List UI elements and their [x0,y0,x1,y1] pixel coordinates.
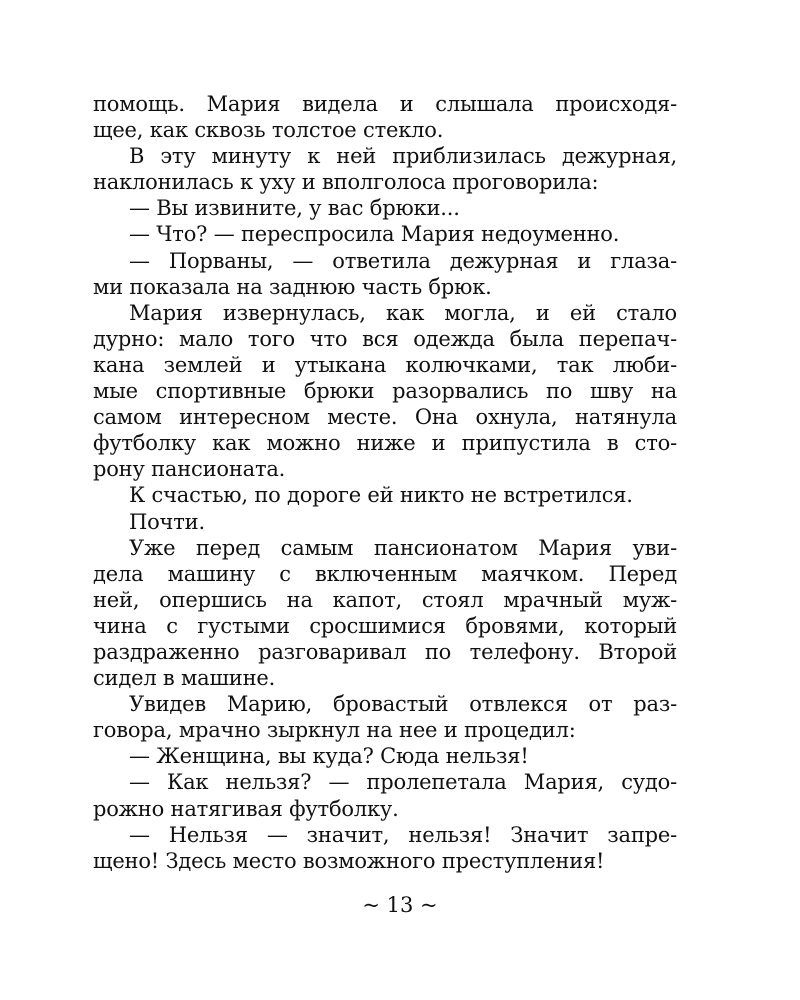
text-line: самом интересном месте. Она охнула, натянула [93,405,677,430]
text-line: дела машину с включенным маячком. Перед [93,561,677,586]
text-line: футболку как можно ниже и припустила в сто- [93,431,677,456]
text-line: наклонилась к уху и вполголоса проговорила: [93,170,599,195]
text-line: Мария извернулась, как могла, и ей стало [129,300,677,325]
text-line: чина с густыми сросшимися бровями, который [93,613,677,638]
text-line: К счастью, по дороге ей никто не встретился. [129,483,633,508]
text-line: ми показала на заднюю часть брюк. [93,274,492,299]
text-line: — Как нельзя? — пролепетала Мария, судо- [129,770,677,795]
text-line: рону пансионата. [93,457,286,482]
text-line: сидел в машине. [93,666,276,691]
text-line: ней, опершись на капот, стоял мрачный муж- [93,587,677,612]
text-line: Уже перед самым пансионатом Мария уви- [129,535,677,560]
text-line: дурно: мало того что вся одежда была перепач- [93,326,677,351]
text-line: Почти. [129,509,205,534]
text-line: щено! Здесь место возможного преступления! [93,848,605,873]
text-line: помощь. Мария видела и слышала происходя- [93,92,677,116]
text-line: кана землей и утыкана колючками, так люби- [93,352,677,377]
text-line: В эту минуту к ней приблизилась дежурная, [129,144,677,169]
text-line: — Что? — переспросила Мария недоуменно. [129,222,620,247]
body-text [93,91,677,874]
text-line: — Женщина, вы куда? Сюда нельзя! [129,744,529,769]
page-number: ~ 13 ~ [362,893,438,917]
text-line: — Нельзя — значит, нельзя! Значит запре- [129,822,677,847]
text-line: раздраженно разговаривал по телефону. Второй [93,639,677,664]
text-line: щее, как сквозь толстое стекло. [93,118,444,143]
text-line: Увидев Марию, бровастый отвлекся от раз- [129,692,677,717]
text-line: мые спортивные брюки разорвались по шву на [93,379,677,404]
text-line: — Порваны, — ответила дежурная и глаза- [129,248,677,273]
text-line: рожно натягивая футболку. [93,796,399,821]
text-line: — Вы извините, у вас брюки... [129,196,460,221]
text-line: говора, мрачно зыркнул на нее и процедил: [93,718,576,743]
